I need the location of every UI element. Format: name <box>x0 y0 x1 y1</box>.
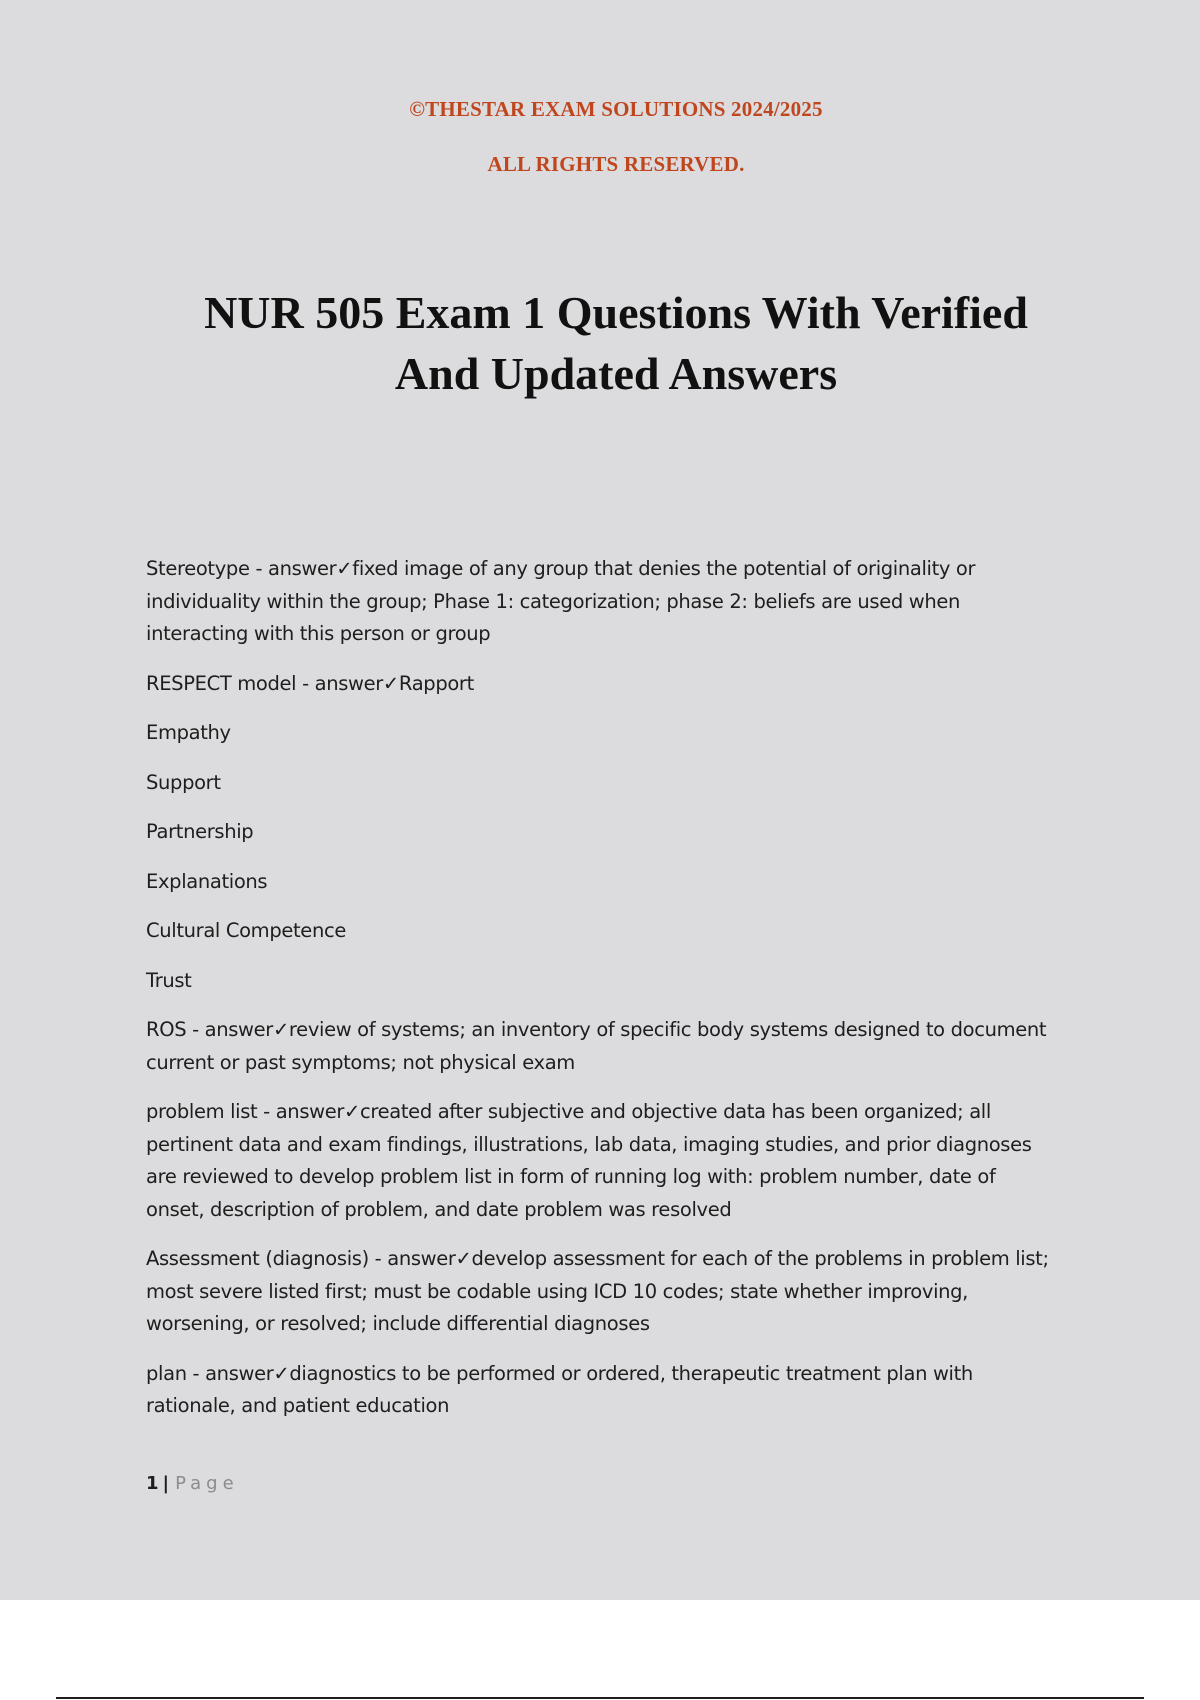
page-label: Page <box>175 1473 239 1494</box>
qa-entry-line: worsening, or resolved; include differential diagnoses <box>146 1312 650 1335</box>
document-title-line-2: And Updated Answers <box>394 348 838 399</box>
qa-entry-line: RESPECT model - answer✓Rapport <box>146 671 474 695</box>
qa-entry-line: ROS - answer✓review of systems; an inventory of specific body systems designed to document <box>146 1018 1047 1041</box>
qa-entry-line: current or past symptoms; not physical exam <box>146 1050 575 1074</box>
qa-entry-line: interacting with this person or group <box>146 622 491 645</box>
qa-entry <box>146 1358 1091 1423</box>
rights-reserved-notice: ALL RIGHTS RESERVED. <box>487 152 745 176</box>
qa-entry-line: rationale, and patient education <box>146 1394 450 1417</box>
qa-entry <box>146 915 1091 948</box>
qa-entry <box>146 717 1091 750</box>
page-separator: | <box>162 1473 170 1494</box>
bottom-divider <box>56 1697 1144 1699</box>
qa-entry <box>146 965 1091 998</box>
qa-entry-line: Assessment (diagnosis) - answer✓develop assessment for each of the problems in problem list; <box>146 1247 1049 1270</box>
qa-entry <box>146 1243 1091 1341</box>
qa-entry-line: are reviewed to develop problem list in form of running log with: problem number, date of <box>146 1165 996 1188</box>
qa-entry-line: onset, description of problem, and date problem was resolved <box>146 1197 732 1221</box>
qa-entry-line: individuality within the group; Phase 1: categorization; phase 2: beliefs are used when <box>146 589 961 613</box>
qa-entry <box>146 668 1091 701</box>
qa-entry-line: Cultural Competence <box>146 919 346 942</box>
qa-entry-line: problem list - answer✓created after subjective and objective data has been organized; all <box>146 1100 991 1123</box>
copyright-notice: ©THESTAR EXAM SOLUTIONS 2024/2025 <box>409 97 823 121</box>
qa-entry-line: Explanations <box>146 869 268 893</box>
document-title <box>0 282 1200 404</box>
qa-entry <box>146 816 1091 849</box>
page-number: 1 <box>146 1473 159 1494</box>
qa-entry-line: Trust <box>146 968 192 992</box>
page-footer <box>146 1473 239 1494</box>
qa-entry-line: pertinent data and exam findings, illustrations, lab data, imaging studies, and prior diagnoses <box>146 1132 1032 1156</box>
qa-entry-line: Empathy <box>146 721 231 744</box>
qa-entry <box>146 553 1091 651</box>
document-title-line-1: NUR 505 Exam 1 Questions With Verified <box>204 287 1028 338</box>
qa-entry-line: most severe listed first; must be codable using ICD 10 codes; state whether improving, <box>146 1279 969 1303</box>
qa-entry-line: Support <box>146 770 221 794</box>
qa-entry <box>146 1096 1091 1226</box>
question-answer-list <box>146 553 1091 1440</box>
qa-entry-line: Partnership <box>146 820 254 843</box>
qa-entry-line: Stereotype - answer✓fixed image of any group that denies the potential of originality or <box>146 557 976 580</box>
qa-entry <box>146 767 1091 800</box>
qa-entry <box>146 1014 1091 1079</box>
qa-entry-line: plan - answer✓diagnostics to be performed or ordered, therapeutic treatment plan with <box>146 1361 973 1385</box>
qa-entry <box>146 866 1091 899</box>
